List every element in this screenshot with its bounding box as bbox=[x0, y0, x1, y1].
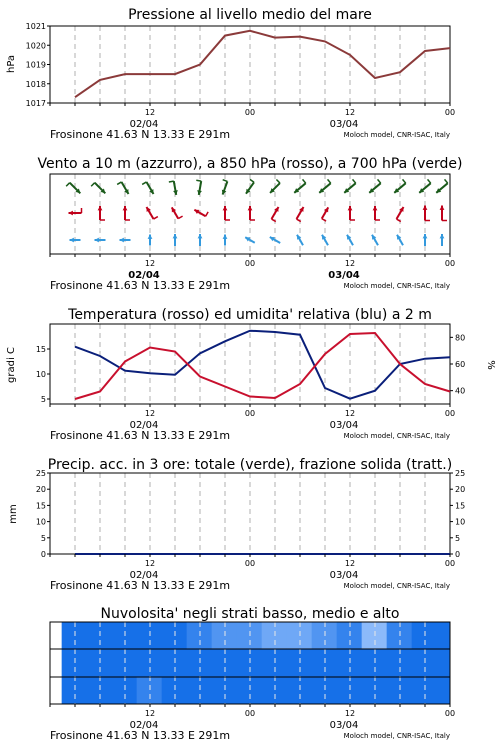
wind-arrow bbox=[117, 182, 128, 194]
pressure-x-ticks bbox=[50, 103, 455, 130]
y-tick-label: 15 bbox=[455, 501, 466, 511]
cloud-cell bbox=[437, 622, 450, 649]
precipitation-y-ticks bbox=[36, 469, 50, 559]
wind-arrow-head bbox=[248, 206, 253, 210]
y-tick-label: 0 bbox=[455, 550, 461, 559]
x-tick-label: 12 bbox=[344, 259, 356, 268]
cloud-panel bbox=[50, 606, 455, 742]
pressure-y-ticks bbox=[26, 22, 50, 108]
x-tick-label: 00 bbox=[444, 259, 456, 268]
x-tick-label: 12 bbox=[144, 259, 156, 268]
x-tick-label: 12 bbox=[144, 559, 156, 568]
pressure-line bbox=[75, 31, 450, 97]
precipitation-title: Precip. acc. in 3 ore: totale (verde), frazione solida (tratt.) bbox=[47, 457, 453, 473]
cloud-cell bbox=[387, 677, 414, 704]
temperature-model-credit: Moloch model, CNR-ISAC, Italy bbox=[343, 432, 450, 440]
wind-arrow-barb bbox=[445, 179, 448, 183]
wind-arrow-head bbox=[348, 206, 353, 210]
wind-arrow-head bbox=[440, 234, 445, 238]
pressure-grid bbox=[75, 26, 425, 103]
pressure-model-credit: Moloch model, CNR-ISAC, Italy bbox=[343, 131, 450, 139]
wind-arrow-barb bbox=[223, 180, 228, 182]
wind-arrow bbox=[196, 180, 202, 195]
wind-arrow bbox=[147, 207, 158, 219]
wind-arrow-barb bbox=[250, 179, 254, 182]
x-tick-label: 12 bbox=[344, 409, 356, 418]
x-tick-label: 00 bbox=[244, 108, 256, 117]
x-date-label: 02/04 bbox=[129, 570, 159, 581]
cloud-cell bbox=[412, 677, 439, 704]
pressure-y-label: hPa bbox=[6, 54, 17, 74]
wind-arrow bbox=[148, 235, 153, 246]
cloud-location: Frosinone 41.63 N 13.33 E 291m bbox=[50, 729, 231, 742]
y-tick-label: 10 bbox=[35, 517, 46, 527]
y-tick-label: 5 bbox=[455, 533, 461, 543]
wind-arrow bbox=[172, 207, 183, 218]
wind-arrow-barb bbox=[117, 182, 121, 185]
wind-arrow bbox=[348, 206, 355, 220]
wind-arrow-barb bbox=[66, 183, 70, 187]
wind-arrow-barb bbox=[328, 179, 331, 183]
wind-arrow-head bbox=[173, 234, 178, 238]
wind-arrow-head bbox=[223, 206, 228, 210]
wind-panel bbox=[37, 156, 462, 292]
cloud-cell bbox=[337, 677, 364, 704]
y-tick-label: 5 bbox=[40, 395, 46, 404]
wind-arrow bbox=[372, 235, 378, 245]
cloud-x-ticks bbox=[50, 704, 455, 731]
x-date-label: 03/04 bbox=[328, 270, 360, 281]
cloud-cell bbox=[187, 677, 214, 704]
wind-arrow bbox=[222, 180, 228, 195]
wind-arrow bbox=[297, 235, 303, 245]
wind-arrow-barb bbox=[196, 180, 201, 181]
pressure-panel bbox=[6, 7, 455, 141]
x-tick-label: 12 bbox=[344, 709, 356, 718]
wind-arrow bbox=[142, 182, 153, 194]
wind-arrow-barb bbox=[276, 180, 280, 184]
cloud-cell bbox=[312, 677, 339, 704]
wind-arrow-head bbox=[223, 235, 228, 239]
x-date-label: 03/04 bbox=[329, 720, 359, 731]
y-tick-label: 1019 bbox=[25, 60, 46, 70]
wind-arrow-barb bbox=[378, 179, 381, 183]
wind-arrow bbox=[322, 235, 328, 245]
cloud-cell bbox=[212, 677, 239, 704]
x-tick-label: 00 bbox=[444, 559, 456, 568]
wind-arrow bbox=[123, 206, 130, 220]
y-tick-label: 40 bbox=[455, 386, 466, 396]
precipitation-y-label: mm bbox=[8, 504, 19, 524]
x-tick-label: 12 bbox=[144, 108, 156, 117]
temperature-location: Frosinone 41.63 N 13.33 E 291m bbox=[50, 429, 231, 442]
y-tick-label: 25 bbox=[455, 469, 466, 478]
temperature-y-label: gradi C bbox=[6, 347, 17, 383]
x-tick-label: 00 bbox=[444, 709, 456, 718]
wind-arrow-barb bbox=[91, 183, 95, 187]
x-tick-label: 00 bbox=[244, 259, 256, 268]
y-tick-label: 1017 bbox=[25, 99, 46, 108]
x-date-label: 02/04 bbox=[128, 270, 160, 281]
y-tick-label: 25 bbox=[35, 469, 46, 478]
y-tick-label: 1018 bbox=[25, 79, 46, 89]
wind-title: Vento a 10 m (azzurro), a 850 hPa (rosso), a 700 hPa (verde) bbox=[37, 156, 463, 172]
cloud-cell bbox=[287, 677, 314, 704]
x-tick-label: 00 bbox=[244, 709, 256, 718]
y-tick-label: 10 bbox=[455, 517, 466, 527]
y-tick-label: 80 bbox=[455, 333, 466, 343]
wind-arrow-head bbox=[373, 206, 378, 210]
humidity-line bbox=[75, 331, 450, 399]
pressure-title: Pressione al livello medio del mare bbox=[128, 7, 372, 23]
x-tick-label: 00 bbox=[444, 409, 456, 418]
x-tick-label: 12 bbox=[144, 709, 156, 718]
pressure-series bbox=[75, 31, 450, 97]
wind-arrow-barb bbox=[142, 182, 146, 185]
wind-arrow bbox=[397, 235, 403, 245]
x-tick-label: 12 bbox=[144, 409, 156, 418]
x-tick-label: 12 bbox=[344, 559, 356, 568]
wind-arrows bbox=[66, 179, 448, 246]
precipitation-model-credit: Moloch model, CNR-ISAC, Italy bbox=[343, 582, 450, 590]
wind-arrow-head bbox=[95, 238, 99, 243]
wind-arrow-head bbox=[423, 206, 428, 210]
humidity-y-label: % bbox=[485, 360, 496, 370]
temperature-x-ticks bbox=[50, 404, 455, 431]
wind-arrow bbox=[440, 234, 445, 246]
temperature-y-ticks bbox=[36, 345, 50, 404]
x-date-label: 02/04 bbox=[129, 720, 159, 731]
cloud-cell bbox=[362, 677, 389, 704]
x-date-label: 03/04 bbox=[329, 570, 359, 581]
cloud-cell bbox=[262, 677, 289, 704]
cloud-cell bbox=[137, 677, 164, 704]
wind-arrow-barb bbox=[206, 212, 209, 216]
wind-arrow-barb bbox=[154, 217, 158, 220]
cloud-cell bbox=[162, 677, 189, 704]
x-tick-label: 00 bbox=[244, 559, 256, 568]
wind-arrow bbox=[440, 206, 447, 221]
wind-arrow-barb bbox=[428, 179, 431, 183]
wind-arrow-head bbox=[70, 238, 74, 243]
wind-arrow-barb bbox=[169, 181, 174, 182]
wind-arrow bbox=[198, 234, 203, 246]
wind-arrow bbox=[248, 206, 255, 220]
wind-arrow bbox=[169, 181, 178, 195]
y-tick-label: 60 bbox=[455, 360, 466, 369]
wind-arrow bbox=[423, 206, 430, 221]
cloud-cell bbox=[437, 677, 450, 704]
wind-arrow-barb bbox=[403, 179, 406, 183]
wind-arrow bbox=[223, 206, 230, 220]
precipitation-x-ticks bbox=[50, 554, 455, 581]
wind-arrow bbox=[66, 183, 80, 194]
wind-arrow bbox=[423, 234, 428, 246]
y-tick-label: 0 bbox=[40, 550, 46, 559]
pressure-location: Frosinone 41.63 N 13.33 E 291m bbox=[50, 128, 231, 141]
wind-arrow bbox=[436, 179, 447, 192]
cloud-cell bbox=[112, 677, 139, 704]
wind-x-ticks bbox=[50, 254, 455, 281]
temperature-panel bbox=[6, 307, 496, 442]
wind-arrow bbox=[246, 179, 254, 193]
cloud-cell bbox=[87, 677, 114, 704]
wind-model-credit: Moloch model, CNR-ISAC, Italy bbox=[343, 282, 450, 290]
wind-arrow-head bbox=[440, 206, 445, 210]
cloud-cell bbox=[237, 677, 264, 704]
x-date-label: 02/04 bbox=[129, 119, 159, 130]
y-tick-label: 5 bbox=[40, 533, 46, 543]
x-tick-label: 00 bbox=[244, 409, 256, 418]
precipitation-location: Frosinone 41.63 N 13.33 E 291m bbox=[50, 579, 231, 592]
y-tick-label: 10 bbox=[35, 370, 46, 379]
x-tick-label: 00 bbox=[444, 108, 456, 117]
wind-arrow-barb bbox=[303, 179, 306, 183]
temperature-line bbox=[75, 333, 450, 399]
wind-arrow-head bbox=[148, 235, 153, 239]
wind-arrow bbox=[91, 183, 105, 194]
x-date-label: 02/04 bbox=[129, 420, 159, 431]
wind-arrow-head bbox=[198, 234, 203, 238]
x-date-label: 03/04 bbox=[329, 119, 359, 130]
cloud-cell bbox=[62, 677, 89, 704]
wind-arrow bbox=[98, 206, 105, 220]
wind-arrow-head bbox=[423, 234, 428, 238]
cloud-model-credit: Moloch model, CNR-ISAC, Italy bbox=[343, 732, 450, 740]
y-tick-label: 1020 bbox=[25, 41, 46, 51]
y-tick-label: 20 bbox=[35, 485, 46, 495]
wind-arrow-head bbox=[98, 206, 103, 210]
precipitation-panel bbox=[8, 457, 465, 592]
wind-arrow-head bbox=[123, 206, 128, 210]
temperature-title: Temperatura (rosso) ed umidita' relativa (blu) a 2 m bbox=[68, 307, 432, 323]
wind-arrow bbox=[194, 210, 208, 217]
y-tick-label: 15 bbox=[35, 501, 46, 511]
cloud-title: Nuvolosita' negli strati basso, medio e alto bbox=[100, 606, 400, 622]
y-tick-label: 1021 bbox=[25, 22, 46, 31]
precipitation-y-ticks-right bbox=[450, 469, 465, 559]
y-tick-label: 20 bbox=[455, 485, 466, 495]
wind-location: Frosinone 41.63 N 13.33 E 291m bbox=[50, 279, 231, 292]
x-date-label: 03/04 bbox=[329, 420, 359, 431]
precipitation-grid bbox=[75, 473, 425, 554]
wind-arrow bbox=[373, 206, 380, 220]
x-tick-label: 12 bbox=[344, 108, 356, 117]
wind-arrow bbox=[173, 234, 178, 246]
wind-arrow-barb bbox=[178, 216, 182, 219]
y-tick-label: 15 bbox=[35, 345, 46, 354]
wind-arrow-barb bbox=[353, 179, 356, 183]
cloud-cells bbox=[62, 622, 450, 704]
cloud-cell bbox=[437, 649, 450, 677]
wind-arrow-head bbox=[69, 211, 73, 216]
wind-arrow-head bbox=[120, 238, 124, 243]
temperature-series bbox=[75, 331, 450, 399]
wind-arrow bbox=[347, 235, 353, 245]
wind-arrow bbox=[223, 235, 228, 246]
humidity-y-ticks bbox=[450, 333, 465, 395]
